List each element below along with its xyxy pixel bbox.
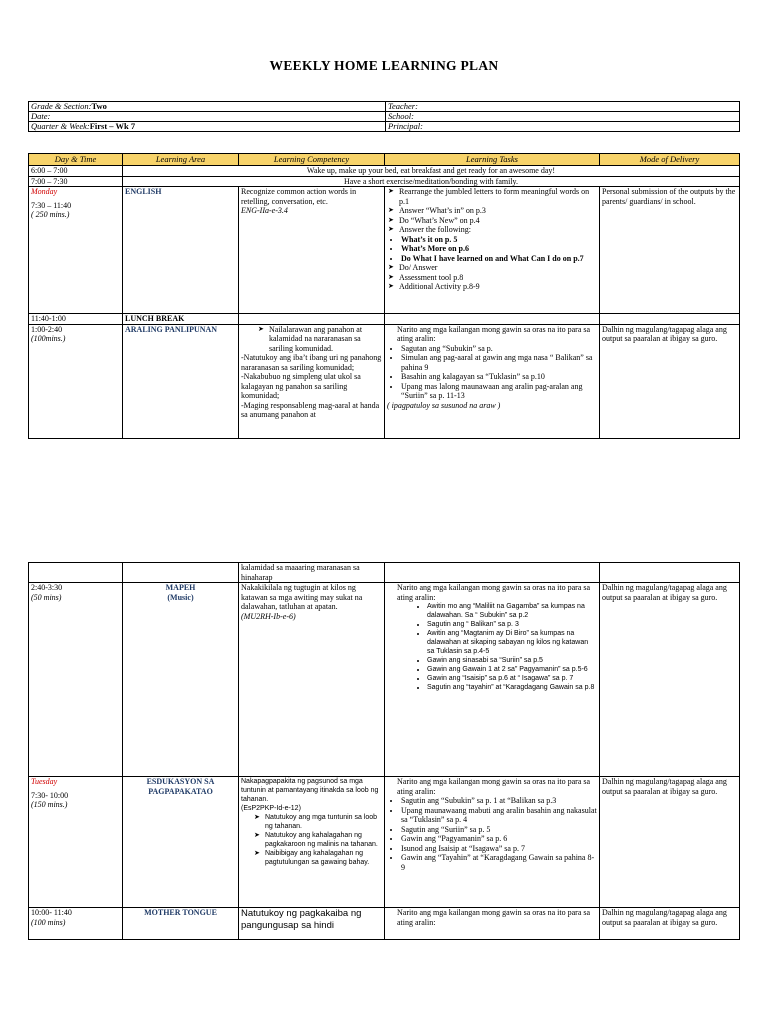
time-range: 7:30- 10:00 (31, 790, 69, 800)
teacher-label: Teacher: (388, 101, 418, 111)
day-time-cell (29, 908, 123, 940)
quarter-label: Quarter & Week: (31, 121, 90, 131)
area-cell (123, 187, 239, 314)
learning-area: MOTHER TONGUE (144, 908, 217, 917)
task-list (387, 602, 597, 692)
grade-value: Two (91, 101, 107, 111)
competency-code: ENG-IIa-e-3.4 (241, 206, 288, 215)
competency-text: Nakakikilala ng tugtugin at kilos ng katawan sa mga awiting may sukat na dalawahan, tatluhan at apatan. (241, 583, 363, 611)
header-mode: Mode of Delivery (600, 154, 740, 166)
list-item: • Isunod ang Isaisip at “Isagawa” sa p. 7 (401, 844, 597, 854)
tasks-cell (385, 187, 600, 314)
time-range: 2:40-3:30 (31, 583, 63, 592)
learning-area: ESDUKASYON SA PAGPAPAKATAO (146, 777, 215, 796)
tasks-cell (385, 908, 600, 940)
school-label: School: (388, 111, 414, 121)
table-row (29, 583, 740, 777)
plan-table-1 (28, 153, 740, 439)
header-tasks: Learning Tasks (385, 154, 600, 166)
competency-cell (239, 908, 385, 940)
task-list (387, 263, 597, 292)
table-row (29, 314, 740, 325)
list-item: • Awitin mo ang “Maliliit na Gagamba” sa kumpas na dalawahan. Sa “ Subukin” sa p.2 (427, 602, 597, 620)
list-item: • Gawin ang “Tayahin” at “Karagdagang Gawain sa pahina 8-9 (401, 853, 597, 872)
list-item: • Upang maunawaang mabuti ang aralin basahin ang nakasulat sa “Tuklasin” sa p. 4 (401, 806, 597, 825)
tasks-intro: Narito ang mga kailangan mong gawin sa oras na ito para sa ating aralin: (397, 324, 591, 343)
mode-cell (600, 908, 740, 940)
list-item: • Sagutin ang “Suriin” sa p. 5 (401, 825, 597, 835)
header-learning-area: Learning Area (123, 154, 239, 166)
header-day-time: Day & Time (29, 154, 123, 166)
mode-text: Personal submission of the outputs by the parents/ guardians/ in school. (602, 187, 736, 206)
list-item: ➤ Natutukoy ang kahalagahan ng pagkakaroon ng malinis na tahanan. (265, 831, 382, 849)
competency-line: -Maging responsableng mag-aaral at handa sa anumang panahon at (241, 400, 380, 419)
mode-cell (600, 187, 740, 314)
header-competency: Learning Competency (239, 154, 385, 166)
list-item: ➤ Do “What’s New” on p.4 (399, 216, 597, 226)
principal-label: Principal: (388, 121, 423, 131)
lunch-cell (123, 314, 239, 325)
grade-label: Grade & Section: (31, 101, 92, 111)
competency-cell (239, 187, 385, 314)
competency-cell (239, 324, 385, 438)
competency-cell (239, 563, 385, 583)
task-list (387, 187, 597, 235)
school-cell (386, 112, 740, 122)
list-item: ➤ Answer the following: (399, 225, 597, 235)
competency-code: (MU2RH-Ib-e-6) (241, 611, 296, 621)
competency-list (241, 325, 382, 354)
time-range: 1:00-2:40 (31, 324, 63, 334)
quarter-value: First – Wk 7 (89, 121, 136, 131)
time-cell: 7:00 – 7:30 (29, 176, 123, 187)
time-range: 10:00- 11:40 (31, 908, 72, 917)
list-item: • Simulan ang pag-aaral at gawin ang mga nasa “ Balikan” sa pahina 9 (401, 353, 597, 372)
tasks-cell (385, 583, 600, 777)
time-range: 7:30 – 11:40 (31, 200, 72, 210)
tasks-cell (385, 777, 600, 908)
list-item: • Sagutin ang “ Balikan” sa p. 3 (427, 620, 597, 629)
continuation-note: ( ipagpatuloy sa susunod na araw ) (387, 400, 501, 410)
list-item: • Sagutan ang “Subukin” sa p. (401, 344, 597, 354)
duration: ( 250 mins.) (31, 210, 70, 219)
list-item: ➤ Do/ Answer (399, 263, 597, 273)
list-item: ➤ Nailalarawan ang panahon at kalamidad na nararanasan sa sariling komunidad. (269, 325, 382, 354)
tasks-intro: Narito ang mga kailangan mong gawin sa oras na ito para sa ating aralin: (397, 777, 591, 796)
list-item: • What’s it on p. 5 (401, 235, 597, 245)
date-cell (29, 112, 386, 122)
learning-area: MAPEH (165, 583, 196, 592)
list-item: • Gawin ang “Isaisip” sa p.6 at “ Isagawa” sa p. 7 (427, 674, 597, 683)
table-row (29, 908, 740, 940)
tasks-intro: Narito ang mga kailangan mong gawin sa oras na ito para sa ating aralin: (397, 583, 591, 602)
tasks-cell (385, 324, 600, 438)
list-item: ➤ Naibibigay ang kahalagahan ng pagtutulungan sa gawaing bahay. (265, 849, 382, 867)
list-item: • Upang mas lalong maunawaan ang aralin pag-aralan ang “Suriin” sa p. 11-13 (401, 382, 597, 401)
table-row (29, 777, 740, 908)
page-title: WEEKLY HOME LEARNING PLAN (269, 58, 499, 73)
tasks-intro: Narito ang mga kailangan mong gawin sa oras na ito para sa ating aralin: (397, 908, 591, 927)
area-cell (123, 324, 239, 438)
list-item: • Gawin ang Gawain 1 at 2 sa” Pagyamanin” sa p.5-6 (427, 665, 597, 674)
lunch-label: LUNCH BREAK (125, 314, 185, 323)
learning-area: ENGLISH (125, 187, 162, 196)
teacher-cell (386, 102, 740, 112)
list-item: • Gawin ang “Pagyamanin” sa p. 6 (401, 834, 597, 844)
list-item: • Do What I have learned on and What Can I do on p.7 (401, 254, 597, 264)
competency-cell (239, 583, 385, 777)
learning-area: ARALING PANLIPUNAN (125, 324, 218, 334)
quarter-cell (29, 122, 386, 132)
competency-text: kalamidad sa maaaring maranasan sa hinaharap (241, 563, 360, 582)
grade-cell (29, 102, 386, 112)
day-time-cell (29, 777, 123, 908)
duration: (100mins.) (31, 334, 66, 343)
area-cell (123, 908, 239, 940)
mode-text: Dalhin ng magulang/tagapag alaga ang output sa paaralan at ibigay sa guro. (602, 583, 727, 602)
list-item: ➤ Rearrange the jumbled letters to form meaningful words on p.1 (399, 187, 597, 206)
list-item: ➤ Additional Activity p.8-9 (399, 282, 597, 292)
routine-cell: Have a short exercise/meditation/bonding with family. (123, 176, 740, 187)
mode-text: Dalhin ng magulang/tagapag alaga ang output sa paaralan at ibigay sa guro. (602, 908, 727, 927)
competency-line: -Natutukoy ang iba’t ibang uri ng panahong nararanasan sa sariling komunidad; (241, 353, 382, 372)
table-row (29, 324, 740, 438)
day-time-cell (29, 583, 123, 777)
competency-code: (EsP2PKP-Id-e-12) (241, 805, 301, 812)
table-row (29, 563, 740, 583)
task-list (387, 796, 597, 872)
list-item: ➤ Assessment tool p.8 (399, 273, 597, 283)
duration: (150 mins.) (31, 800, 68, 809)
time-cell: 11:40-1:00 (29, 314, 123, 325)
mode-text: Dalhin ng magulang/tagapag alaga ang output sa paaralan at ibigay sa guro. (602, 324, 727, 343)
principal-cell (386, 122, 740, 132)
area-cell (123, 777, 239, 908)
task-list (387, 344, 597, 401)
list-item: • Gawin ang sinasabi sa “Suriin” sa p.5 (427, 656, 597, 665)
day-label: Monday (31, 187, 58, 196)
plan-table-2 (28, 562, 740, 940)
competency-text: Nakapagpapakita ng pagsunod sa mga tuntunin at pamantayang itinakda sa loob ng tahanan. (241, 778, 379, 803)
competency-text: Natutukoy ng pagkakaiba ng pangungusap sa hindi (241, 908, 362, 931)
task-list-bold (387, 235, 597, 264)
list-item: ➤ Answer “What’s in” on p.3 (399, 206, 597, 216)
table-row (29, 176, 740, 187)
list-item: ➤ Natutukoy ang mga tuntunin sa loob ng tahanan. (265, 813, 382, 831)
mode-cell (600, 583, 740, 777)
learning-area-sub: (Music) (167, 592, 194, 602)
time-cell: 6:00 – 7:00 (29, 166, 123, 177)
list-item: • What’s More on p.6 (401, 244, 597, 254)
competency-list (241, 813, 382, 867)
day-time-cell (29, 187, 123, 314)
competency-cell (239, 777, 385, 908)
routine-cell: Wake up, make up your bed, eat breakfast and get ready for an awesome day! (123, 166, 740, 177)
info-table (28, 101, 740, 132)
mode-cell (600, 777, 740, 908)
mode-text: Dalhin ng magulang/tagapag alaga ang output sa paaralan at ibigay sa guro. (602, 777, 727, 796)
list-item: • Awitin ang “Magtanim ay Di Biro” sa kumpas na dalawahan at sikaping sabayan ng kilos ng katawan sa Tuklasin sa p.4-5 (427, 629, 597, 656)
area-cell (123, 583, 239, 777)
table-row (29, 187, 740, 314)
competency-line: -Nakabubuo ng simpleng ulat ukol sa kalagayan ng panahon sa sariling komunidad; (241, 372, 361, 400)
date-label: Date: (31, 111, 51, 121)
list-item: • Sagutin ang “Subukin” sa p. 1 at “Balikan sa p.3 (401, 796, 597, 806)
duration: (50 mins) (31, 592, 62, 602)
day-label: Tuesday (31, 777, 58, 786)
competency-text: Recognize common action words in retelling, conversation, etc. (241, 187, 357, 206)
mode-cell (600, 324, 740, 438)
header-row (29, 154, 740, 166)
table-row (29, 166, 740, 177)
list-item: • Basahin ang kalagayan sa “Tuklasin” sa p.10 (401, 372, 597, 382)
day-time-cell (29, 324, 123, 438)
list-item: • Sagutin ang “tayahin” at “Karagdagang Gawain sa p.8 (427, 683, 597, 692)
duration: (100 mins) (31, 917, 66, 927)
